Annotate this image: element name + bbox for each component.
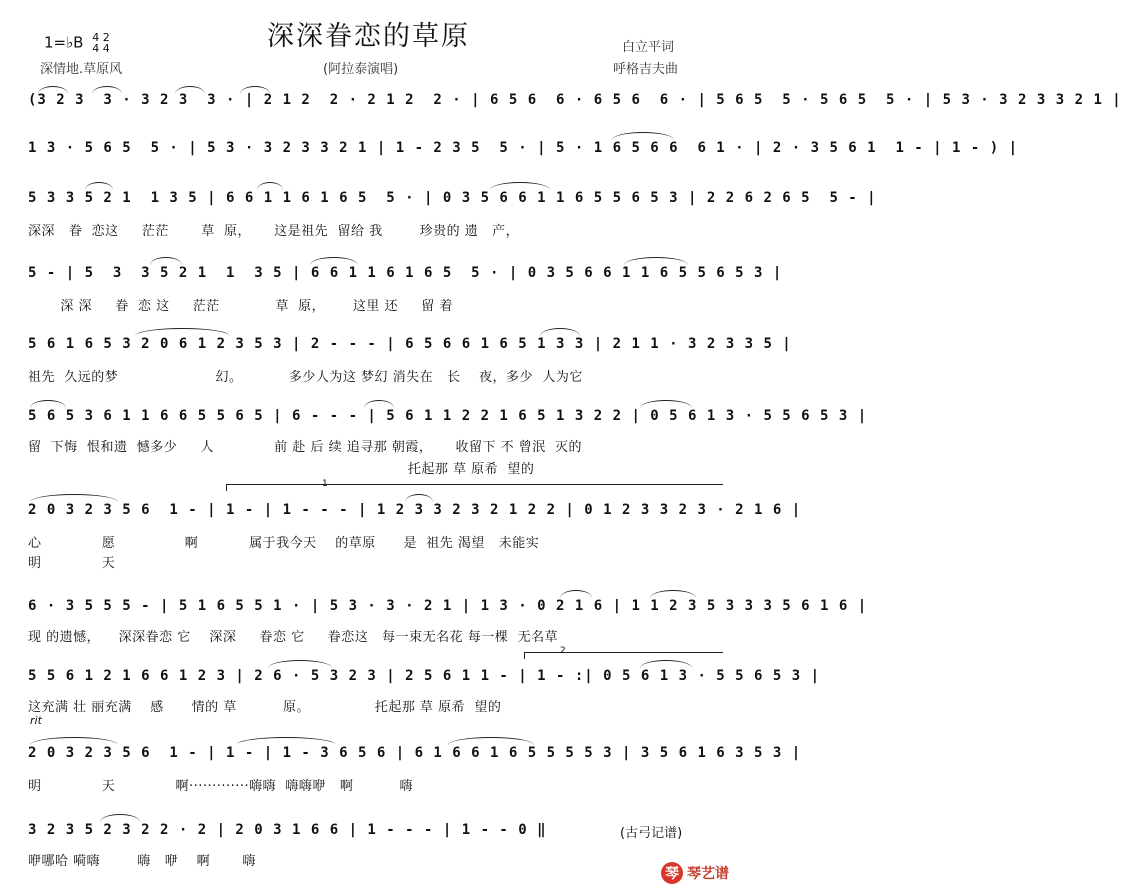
notation-line: 5 6 1 6 5 3 2 0 6 1 2 3 5 3 | 2 - - - | 6 5 6 6 1 6 5 1 3 3 | 2 1 1 · 3 2 3 3 5 |	[28, 336, 792, 352]
notation-line: 2 0 3 2 3 5 6 1 - | 1 - | 1 - - - | 1 2 3 3 2 3 2 1 2 2 | 0 1 2 3 3 2 3 · 2 1 6 |	[28, 502, 802, 518]
lyricist: 白立平词	[622, 40, 675, 55]
notation-line: 5 - | 5 3 3 5 2 1 1 3 5 | 6 6 1 1 6 1 6 5 5 · | 0 3 5 6 6 1 1 6 5 5 6 5 3 |	[28, 265, 783, 281]
lyric-line-2: 托起那 草 原希 望的	[28, 462, 535, 477]
notation-line: 6 · 3 5 5 5 - | 5 1 6 5 5 1 · | 5 3 · 3 · 2 1 | 1 3 · 0 2 1 6 | 1 1 2 3 5 3 3 3 5 6 1 6 |	[28, 598, 868, 614]
lyric-line: 明 天 啊·············嗨嗨 嗨嗨咿 啊 嗨	[28, 779, 414, 794]
watermark-text: 琴艺谱	[687, 866, 729, 882]
volta-bracket-1	[226, 484, 723, 491]
time-bottom: 4 4	[92, 42, 110, 55]
volta-number-1: 1	[322, 479, 328, 489]
lyric-line: 这充满 壮 丽充满 感 情的 草 原。 托起那 草 原希 望的	[28, 700, 502, 715]
volta-number-2: 2	[560, 646, 566, 656]
qiyipu-logo-icon: 琴	[661, 862, 683, 884]
notation-line: (3 2 3 3 · 3 2 3 3 · | 2 1 2 2 · 2 1 2 2 · | 6 5 6 6 · 6 5 6 6 · | 5 6 5 5 · 5 6 5 5 · | 5 3 · 3 2 3 3 2 1 |	[28, 92, 1122, 108]
notation-line: 5 3 3 5 2 1 1 3 5 | 6 6 1 1 6 1 6 5 5 · | 0 3 5 6 6 1 1 6 5 5 6 5 3 | 2 2 6 2 6 5 5 - |	[28, 190, 877, 206]
lyric-line: 心 愿 啊 属于我今天 的草原 是 祖先 渴望 未能实	[28, 536, 540, 551]
key-signature	[44, 32, 110, 54]
volta-bracket-2	[524, 652, 723, 659]
notation-line: 3 2 3 5 2 3 2 2 · 2 | 2 0 3 1 6 6 | 1 - - - | 1 - - 0 ‖	[28, 822, 547, 838]
key-label: 1=♭B	[44, 33, 84, 52]
time-top: 4 2	[92, 31, 110, 44]
lyric-line-2: 明 天	[28, 556, 116, 571]
source-note: (古弓记谱)	[620, 826, 683, 841]
time-signature	[92, 32, 110, 54]
lyric-line: 深 深 眷 恋 这 茫茫 草 原， 这里 还 留 着	[28, 299, 453, 314]
lyric-line: 现 的遗憾， 深深眷恋 它 深深 眷恋 它 眷恋这 每一束无名花 每一棵 无名草	[28, 630, 559, 645]
singer: (阿拉泰演唱)	[323, 62, 399, 77]
lyric-line: 祖先 久远的梦 幻。 多少人为这 梦幻 消失在 长 夜，多少 人为它	[28, 370, 583, 385]
watermark	[661, 862, 729, 884]
notation-line: 1 3 · 5 6 5 5 · | 5 3 · 3 2 3 3 2 1 | 1 - 2 3 5 5 · | 5 · 1 6 5 6 6 6 1 · | 2 · 3 5 6 1 1 - | 1 - ) |	[28, 140, 1019, 156]
lyric-line: 咿哪哈 嗬嗨 嗨 咿 啊 嗨	[28, 854, 257, 869]
lyric-line: 深深 眷 恋这 茫茫 草 原， 这是祖先 留给 我 珍贵的 遗 产，	[28, 224, 520, 239]
lyric-line: 留 下悔 恨和遗 憾多少 人 前 赴 后 续 追寻那 朝霞， 收留下 不 曾泯 灭的	[28, 440, 583, 455]
score-title: 深深眷恋的草原	[267, 21, 470, 52]
notation-line: 5 5 6 1 2 1 6 6 1 2 3 | 2 6 · 5 3 2 3 | 2 5 6 1 1 - | 1 - :| 0 5 6 1 3 · 5 5 6 5 3 |	[28, 668, 821, 684]
notation-line: 5 6 5 3 6 1 1 6 6 5 5 6 5 | 6 - - - | 5 6 1 1 2 2 1 6 5 1 3 2 2 | 0 5 6 1 3 · 5 5 6 5 3 |	[28, 408, 868, 424]
rit-mark: rit	[30, 714, 42, 727]
performance-style: 深情地.草原风	[40, 62, 123, 77]
notation-line: 2 0 3 2 3 5 6 1 - | 1 - | 1 - 3 6 5 6 | 6 1 6 6 1 6 5 5 5 5 3 | 3 5 6 1 6 3 5 3 |	[28, 745, 802, 761]
composer: 呼格吉夫曲	[613, 62, 679, 77]
